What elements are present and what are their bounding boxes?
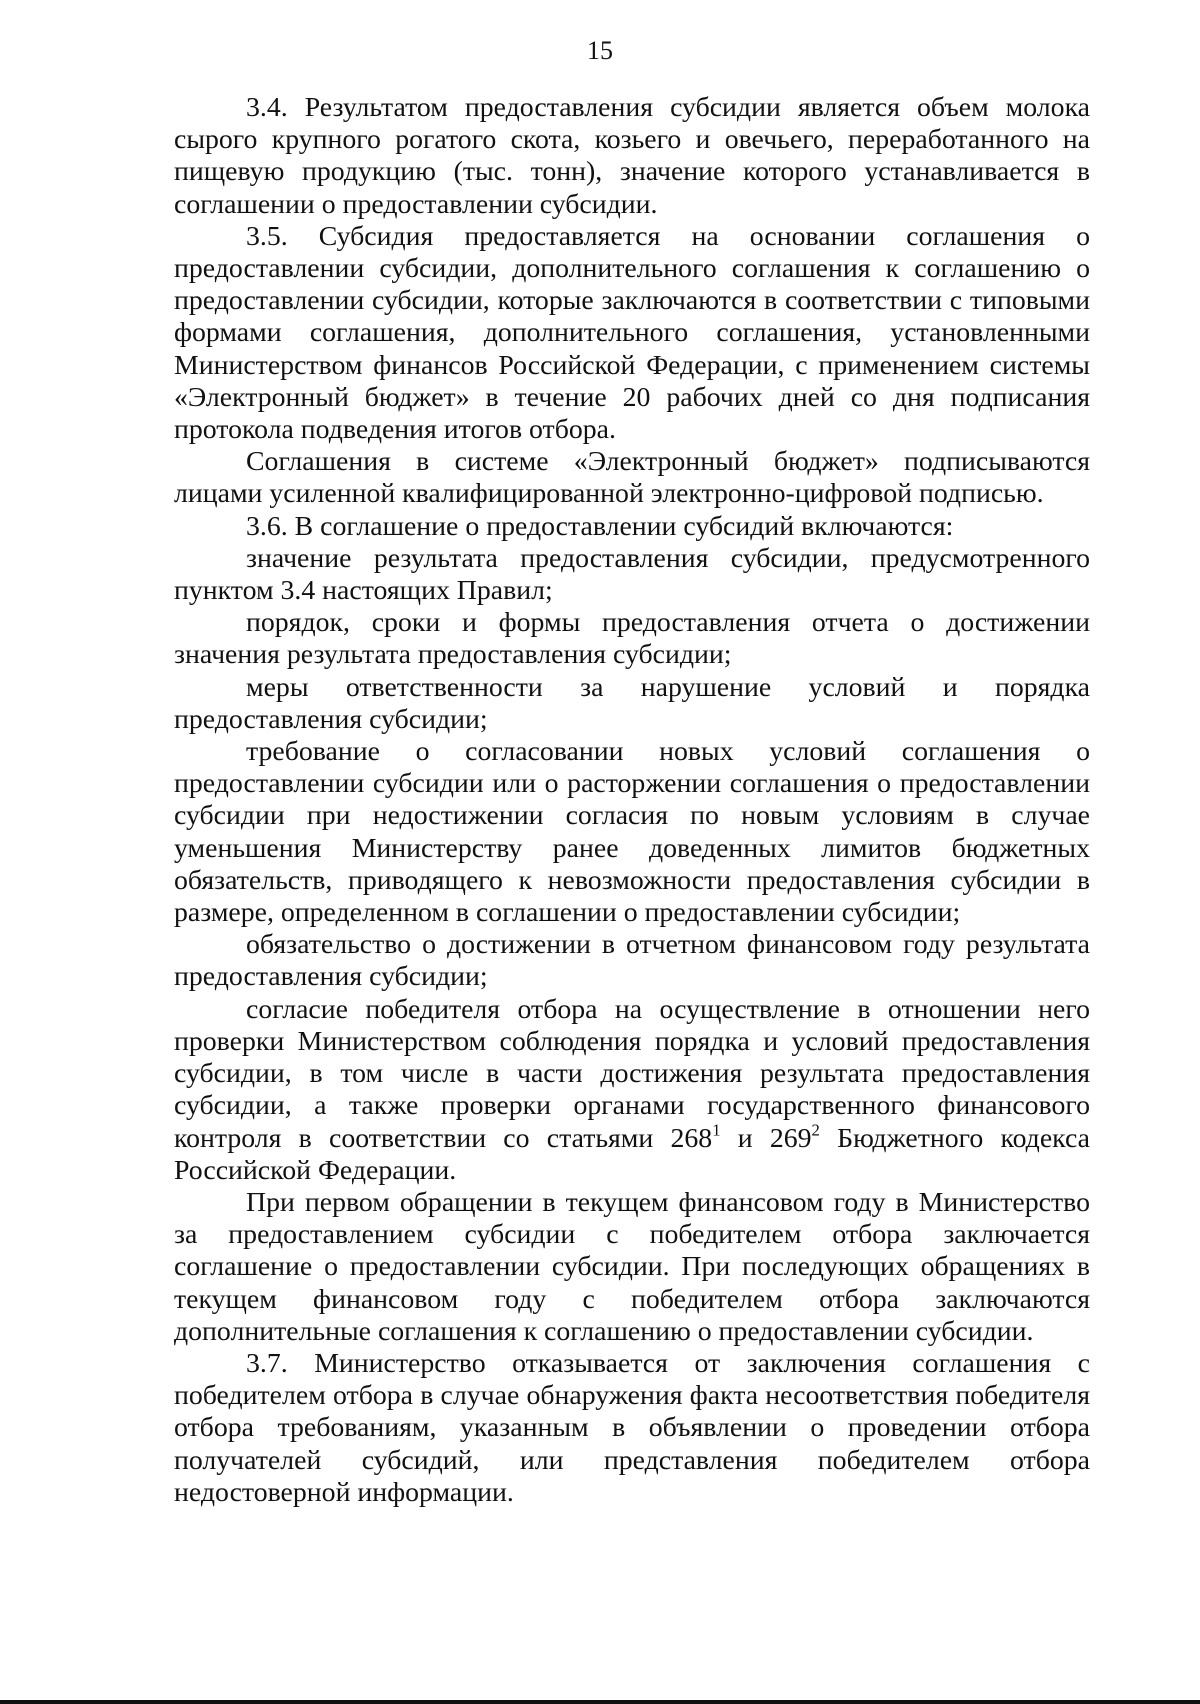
- list-item-new-conditions: требование о согласовании новых условий соглашения о предоставлении субсидии или о расторжении соглашения о предоставлении субсидии при недостижении согласия по новым условиям в случае уменьшения Министерству ранее доведенных лимитов бюджетных обязательств, приводящего к невозможности предоставления субсидии в размере, определенном в соглашении о предоставлении субсидии;: [174, 736, 1090, 929]
- list-item-report-procedure: порядок, сроки и формы предоставления отчета о достижении значения результата предоставления субсидии;: [174, 607, 1090, 671]
- paragraph-3-4: 3.4. Результатом предоставления субсидии является объем молока сырого крупного рогатого скота, козьего и овечьего, переработанного на пищевую продукцию (тыс. тонн), значение которого устанавливается в соглашении о предоставлении субсидии.: [174, 92, 1090, 220]
- inspection-text-part3: Бюджетного кодекса Российской Федерации.: [174, 1122, 1090, 1186]
- list-item-responsibility: меры ответственности за нарушение условий и порядка предоставления субсидии;: [174, 671, 1090, 735]
- list-item-inspection-consent: [174, 994, 1090, 1187]
- inspection-text-part1: согласие победителя отбора на осуществление в отношении него проверки Министерством соблюдения порядка и условий предоставления субсидии, в том числе в части достижения результата предоставления субсидии, а также проверки органами государственного финансового контроля в соответствии со статьями 268: [174, 993, 1090, 1154]
- paragraph-3-6: 3.6. В соглашение о предоставлении субсидий включаются:: [246, 510, 954, 542]
- list-item-obligation: обязательство о достижении в отчетном финансовом году результата предоставления субсидии;: [174, 929, 1090, 993]
- superscript-2: 2: [811, 1119, 820, 1139]
- document-body: [174, 92, 1090, 1509]
- paragraph-signing: Соглашения в системе «Электронный бюджет» подписываются лицами усиленной квалифицированной электронно-цифровой подписью.: [174, 446, 1090, 510]
- paragraph-first-request: При первом обращении в текущем финансовом году в Министерство за предоставлением субсидии с победителем отбора заключается соглашение о предоставлении субсидии. При последующих обращениях в текущем финансовом году с победителем отбора заключаются дополнительные соглашения к соглашению о предоставлении субсидии.: [174, 1186, 1090, 1347]
- scan-bottom-edge: [0, 1700, 1200, 1704]
- list-item-result-value: значение результата предоставления субсидии, предусмотренного пунктом 3.4 настоящих Правил;: [174, 542, 1090, 607]
- inspection-text-part2: и 269: [720, 1122, 812, 1154]
- page-number: 15: [587, 36, 613, 65]
- superscript-1: 1: [712, 1119, 721, 1139]
- paragraph-3-7: 3.7. Министерство отказывается от заключения соглашения с победителем отбора в случае обнаружения факта несоответствия победителя отбора требованиям, указанным в объявлении о проведении отбора получателей субсидий, или представления победителем отбора недостоверной информации.: [174, 1347, 1090, 1508]
- paragraph-3-5: 3.5. Субсидия предоставляется на основании соглашения о предоставлении субсидии, дополнительного соглашения к соглашению о предоставлении субсидии, которые заключаются в соответствии с типовыми формами соглашения, дополнительного соглашения, установленными Министерством финансов Российской Федерации, с применением системы «Электронный бюджет» в течение 20 рабочих дней со дня подписания протокола подведения итогов отбора.: [174, 220, 1090, 446]
